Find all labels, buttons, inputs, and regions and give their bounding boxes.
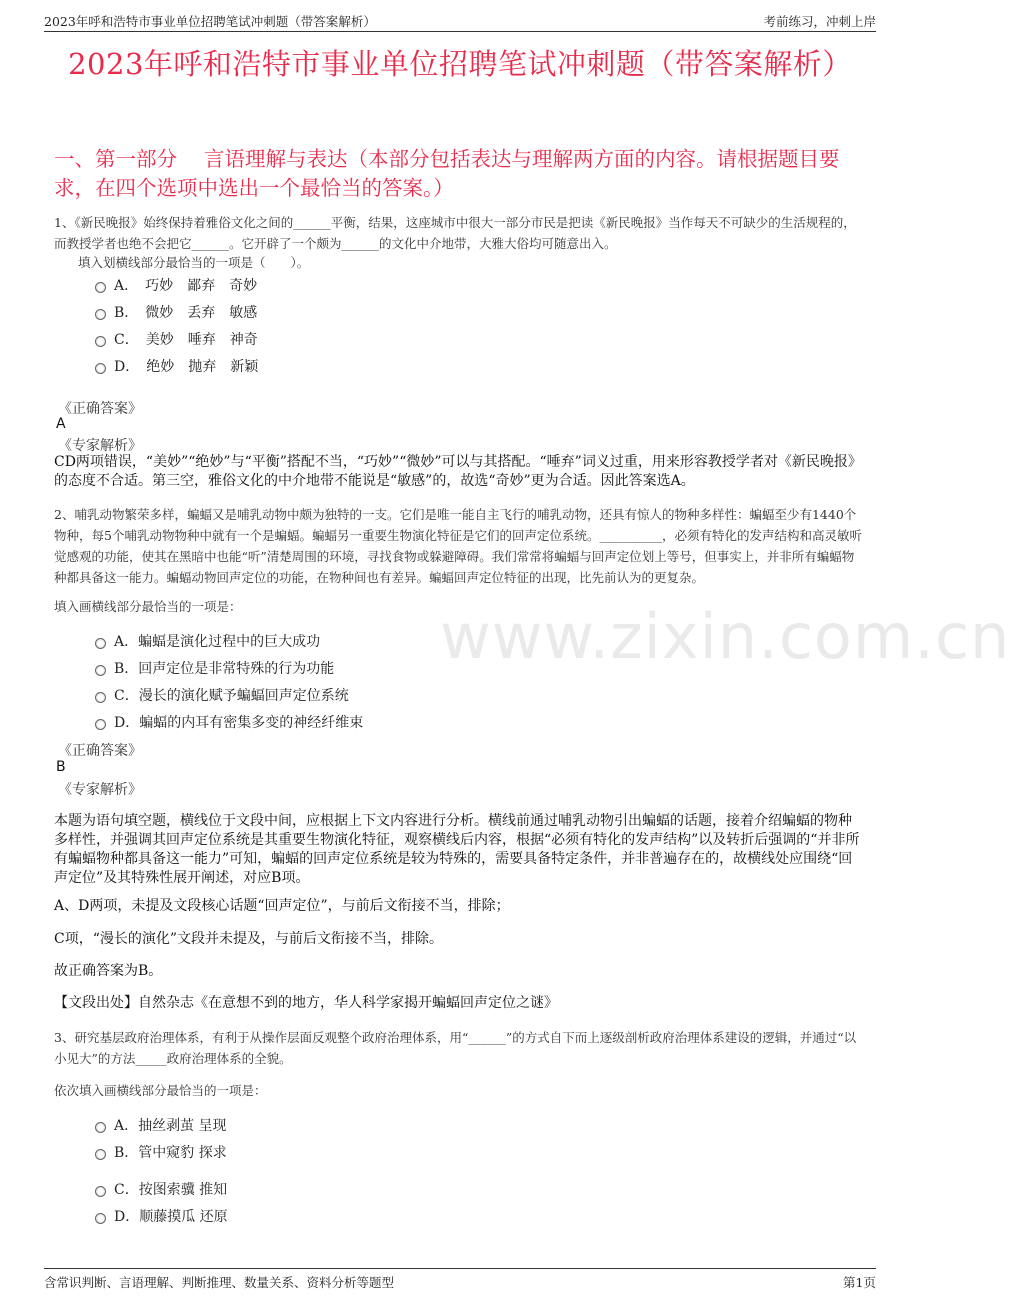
question-1-option-a[interactable]: A． 巧妙 鄙弃 奇妙 xyxy=(95,275,257,295)
radio-icon[interactable] xyxy=(95,638,106,649)
radio-icon[interactable] xyxy=(95,692,106,703)
question-1-analysis: CD两项错误，“美妙”“绝妙”与“平衡”搭配不当，“巧妙”“微妙”可以与其搭配。“唾弃”词义过重，用来形容教授学者对《新民晚报》的态度不合适。第三空，雅俗文化的中介地带不能说是“敏感”的，故选“奇妙”更为合适。因此答案选A。 xyxy=(54,454,855,489)
question-3-instruction: 依次填入画横线部分最恰当的一项是： xyxy=(54,1083,267,1098)
question-2-option-d[interactable]: D．蝙蝠的内耳有密集多变的神经纤维束 xyxy=(95,712,363,732)
radio-icon[interactable] xyxy=(95,282,106,293)
page-header xyxy=(44,9,876,32)
question-2-analysis-paragraph-2: A、D两项，未提及文段核心话题“回声定位”，与前后文衔接不当，排除； xyxy=(54,898,510,914)
page-number: 第1页 xyxy=(843,1275,876,1290)
question-1-option-d[interactable]: D． 绝妙 抛弃 新颖 xyxy=(95,356,258,376)
question-3-option-c[interactable]: C．按图索骥 推知 xyxy=(95,1179,227,1199)
question-1-analysis-label: 《专家解析》 xyxy=(58,438,142,454)
watermark: www.zixin.com.cn xyxy=(440,600,1010,673)
radio-icon[interactable] xyxy=(95,1186,106,1197)
question-1-option-c[interactable]: C． 美妙 唾弃 神奇 xyxy=(95,329,258,349)
question-2-analysis-paragraph-4: 故正确答案为B。 xyxy=(54,963,163,979)
header-doc-title: 2023年呼和浩特市事业单位招聘笔试冲刺题（带答案解析） xyxy=(44,14,376,29)
radio-icon[interactable] xyxy=(95,309,106,320)
question-1-option-b[interactable]: B． 微妙 丢弃 敏感 xyxy=(95,302,257,322)
question-3-option-d[interactable]: D．顺藤摸瓜 还原 xyxy=(95,1206,228,1226)
radio-icon[interactable] xyxy=(95,665,106,676)
question-2-analysis-paragraph-3: C项，“漫长的演化”文段并未提及，与前后文衔接不当，排除。 xyxy=(54,931,444,947)
question-3-option-a[interactable]: A．抽丝剥茧 呈现 xyxy=(95,1115,227,1135)
question-2-option-b[interactable]: B．回声定位是非常特殊的行为功能 xyxy=(95,658,334,678)
question-1-answer-label: 《正确答案》 xyxy=(58,401,142,417)
question-2-analysis-paragraph-1: 本题为语句填空题，横线位于文段中间，应根据上下文内容进行分析。横线前通过哺乳动物引出蝙蝠的话题，接着介绍蝙蝠的物种多样性，并强调其回声定位系统是其重要生物演化特征，观察横线后内容，根据“必须有特化的发声结构”以及转折后强调的“并非所有蝙蝠物种都具备这一能力”可知，蝙蝠的回声定位系统是较为特殊的，需要具备特定条件，并非普遍存在的，故横线处应围绕“回声定位”及其特殊性展开阐述，对应B项。 xyxy=(54,813,860,886)
question-3-option-b[interactable]: B．管中窥豹 探求 xyxy=(95,1142,227,1162)
page-footer xyxy=(44,1268,876,1290)
question-3-text: 3、研究基层政府治理体系，有利于从操作层面反观整个政府治理体系，用“______”的方式自下而上逐级剖析政府治理体系建设的逻辑，并通过“以小见大”的方法_____政府治理体系的全貌。 xyxy=(54,1030,857,1066)
radio-icon[interactable] xyxy=(95,719,106,730)
question-2-analysis-label: 《专家解析》 xyxy=(58,782,142,798)
question-1-answer: A xyxy=(56,416,66,432)
radio-icon[interactable] xyxy=(95,336,106,347)
question-1-instruction: 填入划横线部分最恰当的一项是（ ）。 xyxy=(78,255,310,270)
question-2-answer-label: 《正确答案》 xyxy=(58,743,142,759)
radio-icon[interactable] xyxy=(95,1213,106,1224)
question-2-option-a[interactable]: A．蝙蝠是演化过程中的巨大成功 xyxy=(95,631,320,651)
question-1-text: 1、《新民晚报》始终保持着雅俗文化之间的______平衡，结果，这座城市中很大一部分市民是把读《新民晚报》当作每天不可缺少的生活规程的，而教授学者也绝不会把它______。它开辟了一个颇为______的文化中介地带，大雅大俗均可随意出入。 xyxy=(54,215,856,251)
section-heading: 一、第一部分 言语理解与表达（本部分包括表达与理解两方面的内容。请根据题目要求，在四个选项中选出一个最恰当的答案。） xyxy=(54,147,840,200)
question-2-instruction: 填入画横线部分最恰当的一项是： xyxy=(54,599,242,614)
footer-description: 含常识判断、言语理解、判断推理、数量关系、资料分析等题型 xyxy=(44,1275,395,1290)
question-2-option-c[interactable]: C．漫长的演化赋予蝙蝠回声定位系统 xyxy=(95,685,349,705)
document-title: 2023年呼和浩特市事业单位招聘笔试冲刺题（带答案解析） xyxy=(68,47,852,81)
radio-icon[interactable] xyxy=(95,1149,106,1160)
radio-icon[interactable] xyxy=(95,1122,106,1133)
question-2-source: 【文段出处】自然杂志《在意想不到的地方，华人科学家揭开蝙蝠回声定位之谜》 xyxy=(54,995,558,1011)
question-2-answer: B xyxy=(56,759,66,775)
question-2-text: 2、哺乳动物繁荣多样，蝙蝠又是哺乳动物中颇为独特的一支。它们是唯一能自主飞行的哺乳动物，还具有惊人的物种多样性：蝙蝠至少有1440个物种，每5个哺乳动物物种中就有一个是蝙蝠。蝙蝠另一重要生物演化特征是它们的回声定位系统。__________，必须有特化的发声结构和高灵敏听觉感观的功能，使其在黑暗中也能“听”清楚周围的环境，寻找食物或躲避障碍。我们常常将蝙蝠与回声定位划上等号，但事实上，并非所有蝙蝠物种都具备这一能力。蝙蝠动物回声定位的功能，在物种间也有差异。蝙蝠回声定位特征的出现，比先前认为的更复杂。 xyxy=(54,507,862,585)
header-slogan: 考前练习，冲刺上岸 xyxy=(763,14,876,29)
radio-icon[interactable] xyxy=(95,363,106,374)
